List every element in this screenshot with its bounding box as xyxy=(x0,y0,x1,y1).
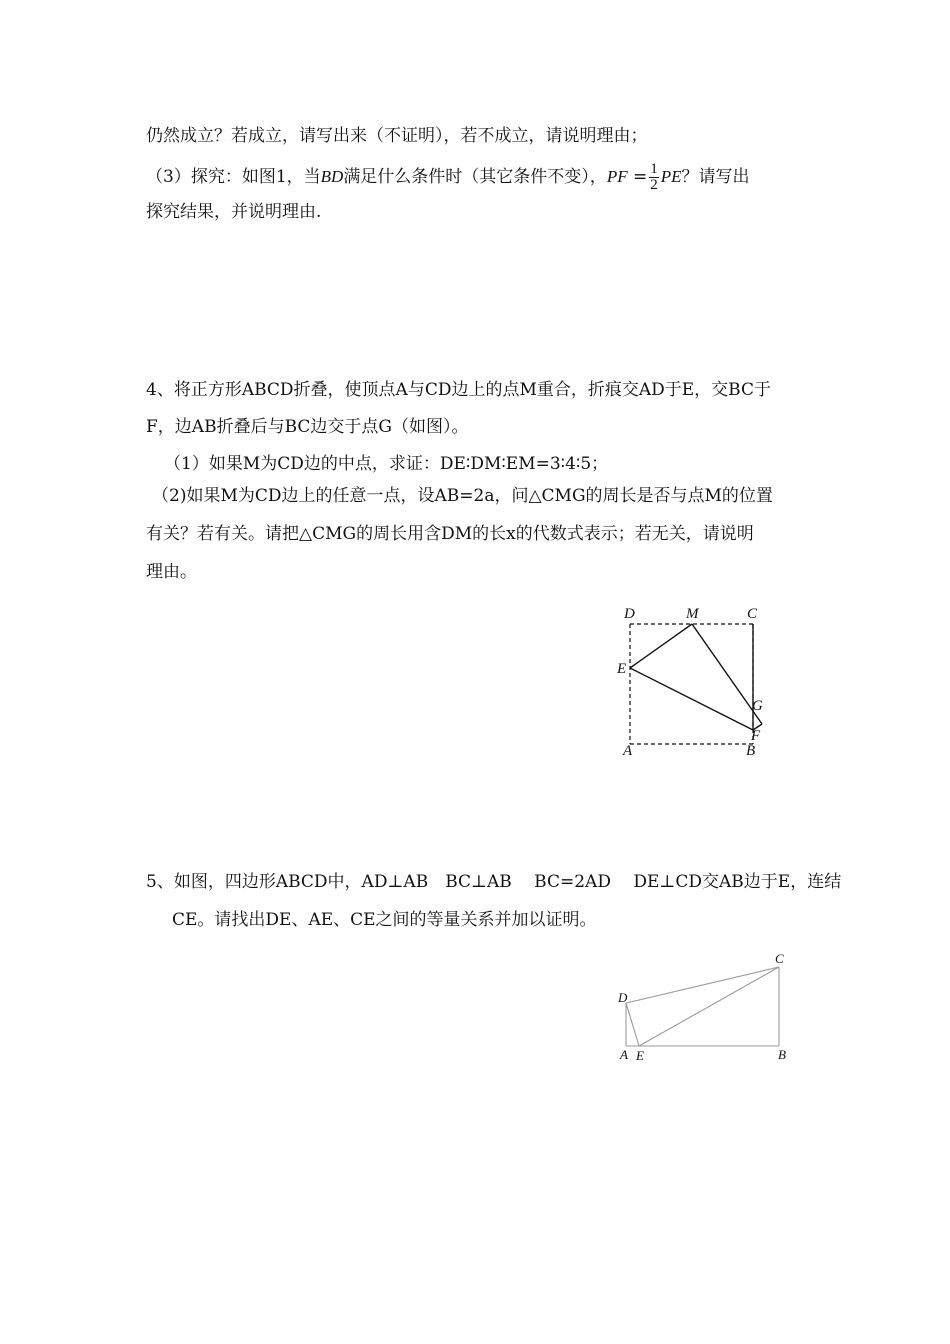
segment-de xyxy=(626,1003,639,1046)
segment-cd xyxy=(626,967,779,1003)
p5-line1: 5、如图，四边形ABCD中，AD⊥AB BC⊥AB BC=2AD DE⊥CD交AB边于E，连结 xyxy=(146,872,842,892)
label-e: E xyxy=(617,661,627,677)
p4-line5: 有关？若有关。请把△CMG的周长用含DM的长x的代数式表示；若无关，请说明 xyxy=(146,524,754,544)
label-c: C xyxy=(747,606,758,622)
p3-line1: 仍然成立？若成立，请写出来（不证明），若不成立，请说明理由； xyxy=(146,126,648,146)
segment-ef xyxy=(630,668,753,730)
label-a: A xyxy=(623,743,633,759)
p4-line4: （2)如果M为CD边上的任意一点，设AB=2a，问△CMG的周长是否与点M的位置 xyxy=(152,486,773,506)
label-m: M xyxy=(686,606,699,622)
label-a: A xyxy=(620,1047,628,1062)
p3-bd: BD xyxy=(320,167,344,186)
p4-line2: F，边AB折叠后与BC边交于点G（如图）。 xyxy=(146,417,469,437)
p5-line2: CE。请找出DE、AE、CE之间的等量关系并加以证明。 xyxy=(172,910,597,930)
p3-pf: PF xyxy=(606,167,628,186)
segment-em xyxy=(630,624,692,668)
p3-fraction xyxy=(649,162,659,193)
label-f: F xyxy=(751,728,761,744)
p4-line6: 理由。 xyxy=(146,562,197,582)
p4-line1: 4、将正方形ABCD折叠，使顶点A与CD边上的点M重合，折痕交AD于E，交BC于 xyxy=(146,380,771,400)
p3-line2-a: （3）探究：如图1，当 xyxy=(146,167,321,187)
p3-frac-den: 2 xyxy=(650,177,658,193)
p3-line2-c: ？请写出 xyxy=(681,167,750,187)
label-g: G xyxy=(752,698,763,714)
label-d: D xyxy=(624,606,635,622)
p3-line3: 探究结果，并说明理由. xyxy=(146,202,322,222)
segment-ec xyxy=(639,967,779,1046)
quadrilateral-figure xyxy=(610,950,800,1070)
p3-frac-num: 1 xyxy=(650,161,658,177)
p3-line2 xyxy=(146,162,750,193)
label-d: D xyxy=(618,990,628,1005)
p3-eq: = xyxy=(633,167,648,187)
label-e: E xyxy=(636,1048,644,1063)
p3-pe: PE xyxy=(660,167,682,186)
fold-square-figure xyxy=(600,598,780,768)
p4-line3: （1）如果M为CD边的中点，求证：DE∶DM∶EM=3∶4∶5； xyxy=(164,454,609,474)
label-c: C xyxy=(775,951,784,966)
label-b: B xyxy=(778,1047,786,1062)
label-b: B xyxy=(746,743,756,759)
p3-line2-b: 满足什么条件时（其它条件不变）， xyxy=(343,167,607,187)
